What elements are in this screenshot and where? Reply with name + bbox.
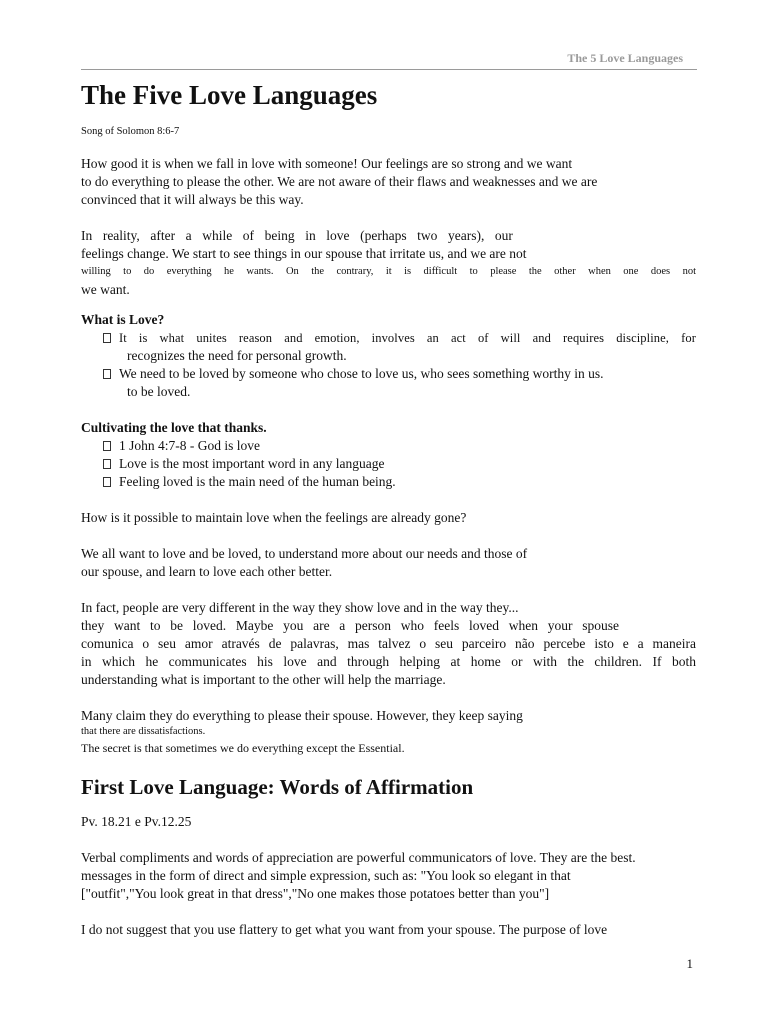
list-item-text: recognizes the need for personal growth. — [127, 348, 347, 363]
text-line: How good it is when we fall in love with someone! Our feelings are so strong and we want — [81, 156, 573, 171]
text-line: understanding what is important to the other will help the marriage. — [81, 672, 446, 687]
text-line: How is it possible to maintain love when the feelings are already gone? — [81, 510, 467, 525]
needs-paragraph — [81, 545, 696, 581]
bullet-box-icon — [103, 369, 111, 379]
page-number: 1 — [686, 956, 693, 971]
text-line: In reality, after a while of being in love (perhaps two years), our — [81, 228, 513, 243]
bullet-box-icon — [103, 333, 111, 343]
list-item-text: We need to be loved by someone who chose to love us, who sees something worthy in us. — [119, 366, 604, 381]
text-line: I do not suggest that you use flattery to get what you want from your spouse. The purpose of love — [81, 922, 608, 937]
text-line: ["outfit","You look great in that dress","No one makes those potatoes better than you"] — [81, 886, 550, 901]
list-item-text: to be loved. — [127, 384, 191, 399]
running-header — [81, 50, 697, 70]
list-item — [103, 455, 696, 473]
intro-paragraph — [81, 155, 696, 209]
question-paragraph — [81, 509, 696, 527]
affirmation-paragraph — [81, 849, 696, 903]
list-item — [103, 437, 696, 455]
list-item — [103, 365, 696, 401]
text-line: We all want to love and be loved, to understand more about our needs and those of — [81, 546, 528, 561]
scripture-reference: Song of Solomon 8:6-7 — [81, 126, 180, 137]
list-item — [103, 473, 696, 491]
text-line: feelings change. We start to see things in our spouse that irritate us, and we are not — [81, 246, 527, 261]
list-item-text: It is what unites reason and emotion, involves an act of will and requires discipline, for — [119, 331, 696, 345]
bullet-box-icon — [103, 459, 111, 469]
text-line: comunica o seu amor através de palavras, mas talvez o seu parceiro não percebe isto e a maneira — [81, 636, 696, 651]
list-item-text: Love is the most important word in any language — [119, 456, 385, 471]
secret-paragraph — [81, 707, 696, 757]
text-line: Verbal compliments and words of appreciation are powerful communicators of love. They are the best. — [81, 850, 636, 865]
list-item — [103, 329, 696, 365]
document-title: The Five Love Languages — [81, 80, 378, 110]
text-line: willing to do everything he wants. On the contrary, it is difficult to please the other when one does not — [81, 266, 696, 277]
text-line: The secret is that sometimes we do everything except the Essential. — [81, 741, 405, 755]
reality-paragraph — [81, 227, 696, 299]
text-line: Pv. 18.21 e Pv.12.25 — [81, 814, 192, 829]
text-line: convinced that it will always be this way. — [81, 192, 304, 207]
text-line: that there are dissatisfactions. — [81, 726, 206, 737]
section-heading: First Love Language: Words of Affirmation — [81, 775, 474, 799]
text-line: they want to be loved. Maybe you are a person who feels loved when your spouse — [81, 618, 619, 633]
bullet-box-icon — [103, 477, 111, 487]
running-header-title: The 5 Love Languages — [567, 51, 683, 65]
text-line: Many claim they do everything to please their spouse. However, they keep saying — [81, 708, 523, 723]
flattery-paragraph — [81, 921, 696, 939]
list-item-text: 1 John 4:7-8 - God is love — [119, 438, 260, 453]
bullet-box-icon — [103, 441, 111, 451]
text-line: our spouse, and learn to love each other better. — [81, 564, 333, 579]
text-line: we want. — [81, 282, 130, 297]
document-body — [81, 78, 696, 939]
cultivating-heading: Cultivating the love that thanks. — [81, 420, 267, 435]
what-is-love-list — [81, 329, 696, 401]
text-line: in which he communicates his love and through helping at home or with the children. If both — [81, 654, 696, 669]
text-line: In fact, people are very different in the way they show love and in the way they... — [81, 600, 519, 615]
text-line: to do everything to please the other. We are not aware of their flaws and weaknesses and we are — [81, 174, 598, 189]
section-reference — [81, 813, 696, 831]
what-is-love-heading: What is Love? — [81, 312, 165, 327]
cultivating-list — [81, 437, 696, 491]
list-item-text: Feeling loved is the main need of the human being. — [119, 474, 396, 489]
differences-paragraph — [81, 599, 696, 689]
text-line: messages in the form of direct and simple expression, such as: "You look so elegant in that — [81, 868, 571, 883]
